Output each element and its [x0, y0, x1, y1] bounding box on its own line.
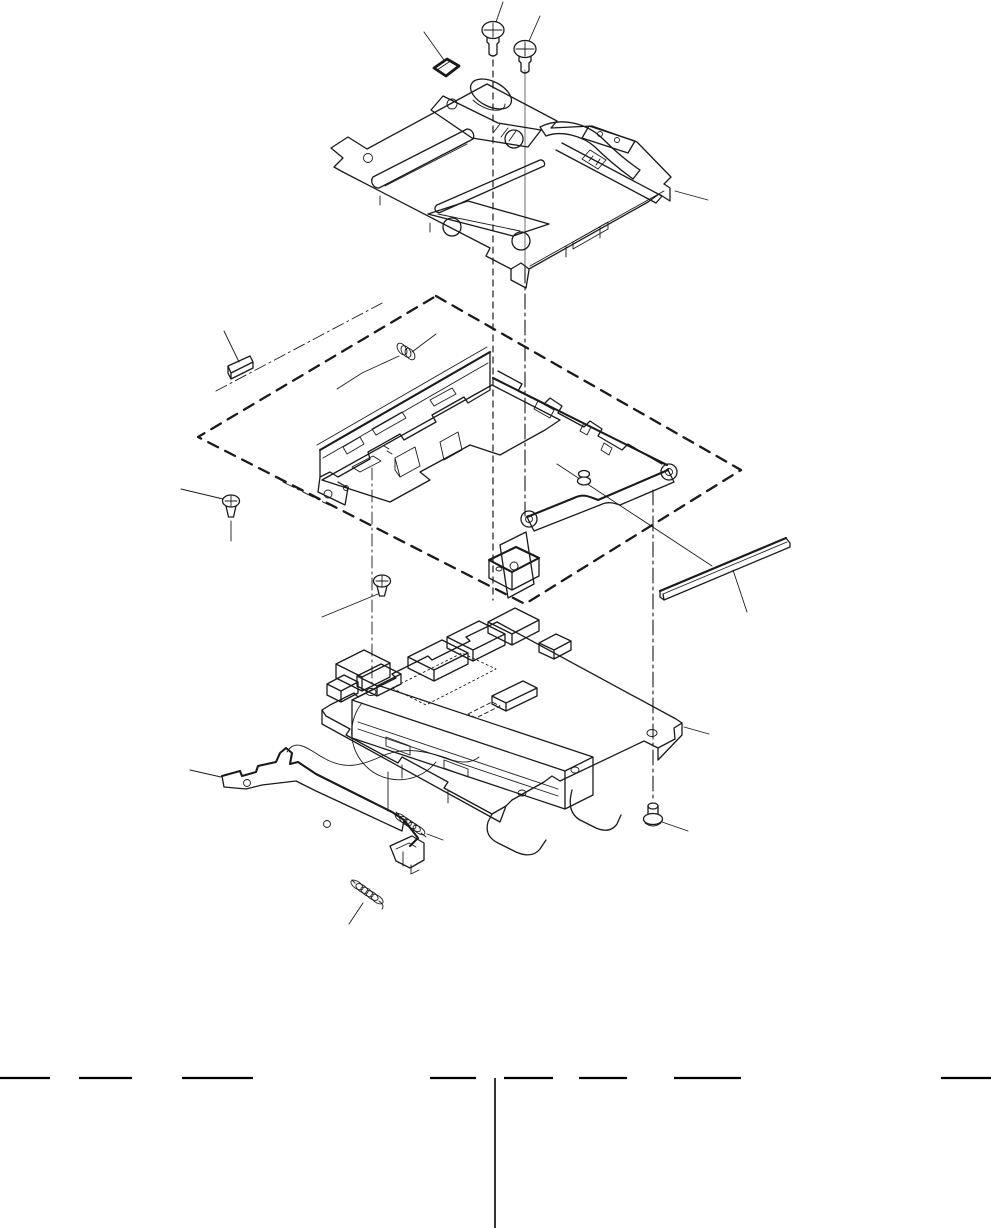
leader-line [224, 331, 239, 362]
leader-line [424, 32, 444, 60]
rail-foot [318, 477, 348, 505]
torsion-spring [337, 334, 436, 389]
leader-line [190, 770, 221, 777]
chassis-frame [317, 334, 677, 598]
leader-line [662, 822, 688, 831]
coil-spring-lower [349, 878, 384, 909]
leader-line [529, 16, 540, 41]
slide-strip [660, 538, 790, 600]
release-lever [222, 748, 424, 874]
oval-hole [466, 73, 517, 115]
leader-line [181, 489, 223, 499]
leader-line [322, 594, 378, 617]
leader-line [496, 2, 503, 22]
leader-line [684, 727, 709, 734]
chassis-right-panel [493, 371, 667, 465]
flat-screw-center [374, 575, 391, 596]
chassis-left-rail [317, 347, 490, 505]
spacer-strip [228, 356, 253, 379]
leader-line [675, 191, 708, 200]
ic-blocks [327, 608, 571, 711]
pointer-slot [428, 201, 549, 236]
pan-screw-2 [514, 41, 536, 74]
flat-screw-left [223, 495, 240, 517]
shoulder-screw [644, 803, 663, 826]
footer-marks [0, 1078, 991, 1228]
hidden-outline-dashed [468, 702, 500, 718]
board-foot [570, 790, 621, 830]
lever-claw [390, 836, 424, 874]
rubber-cushion [434, 59, 459, 76]
leader-line [427, 834, 443, 840]
leader-line [733, 570, 747, 612]
mount-plate [582, 126, 635, 153]
main-board-assembly [322, 608, 682, 855]
top-cover-plate [331, 73, 671, 288]
pan-screw-1 [482, 22, 504, 57]
screw-boss [647, 730, 657, 737]
board-outline [322, 622, 682, 814]
center-lines [216, 60, 653, 811]
phantom-frame-outline [198, 296, 741, 604]
pivot-pin [578, 471, 591, 486]
leader-line [349, 903, 363, 924]
